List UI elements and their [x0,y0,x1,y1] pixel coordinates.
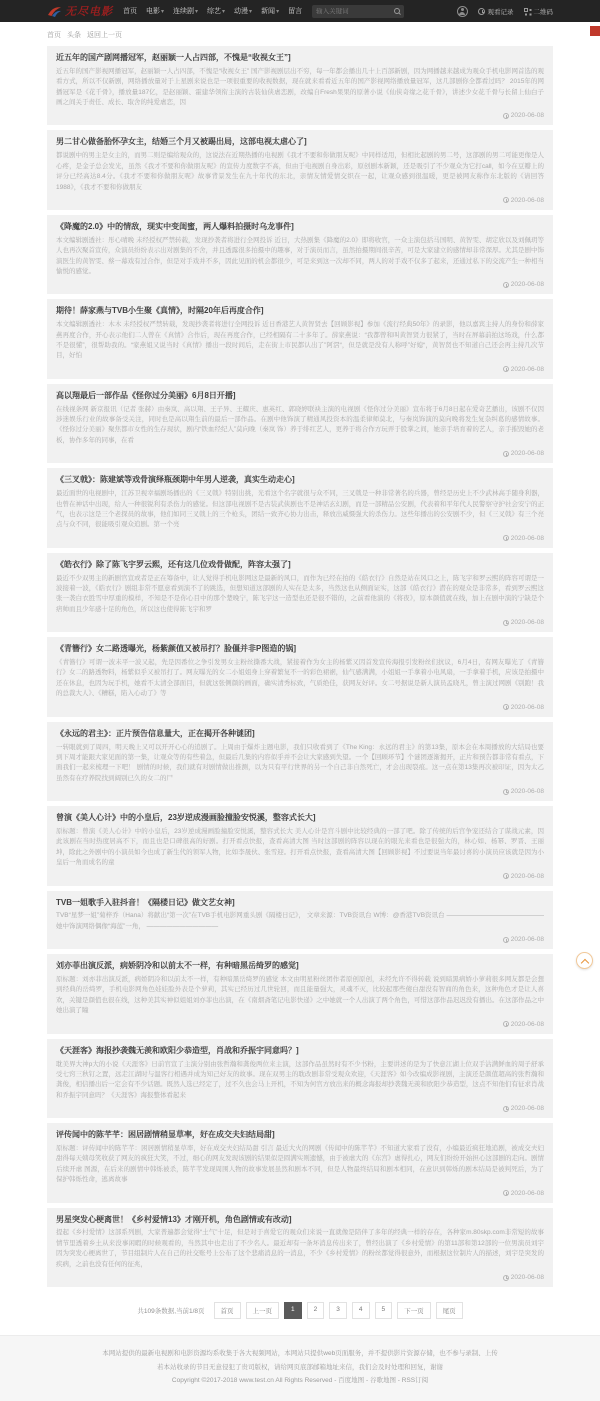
article-date: 2020-06-08 [510,534,544,542]
article-excerpt: 本文编辑剧透社：彤心晴晚 未经授权严禁转载，发现抄袭者将进行全网投诉 近日，大热剧集《降魔的2.0》即将收官，一众主演包括马国明、黄智雯、胡定欣以及刘佩玥等人也再次聚首宣传，众演员纷纷表示出对剧集的不舍，并且透露很多拍摄中的趣事，对于演员而言，虽然拍摄期间很辛苦，可是大家建立的感情却非常深厚。尤其是剧中饰演医生的黄智雯、蔡一幕戏有过合作，但是对手戏并不多，因此见面的机会都很少，可是来到这一次却不同，两人的对手戏不仅多了起来，还通过私下的交流产生一种相当愉悦的感觉。 [56,236,544,275]
footer [0,1335,600,1401]
article-excerpt: TVB“星梦一姐”菊梓乔（Hana）将献出“第一次”在TVB手机电影网重头剧《隔楼日记》， 文章来源：TVB资讯台 W博：@香港TVB资讯台 ——————————————— 她中饰演网络偶像“海蓝”一角， ——————————— [56,912,544,930]
article-date: 2020-06-08 [510,1020,544,1028]
clock-icon [503,620,509,626]
article-card [47,1208,553,1287]
article-date-row [56,277,544,290]
article-date: 2020-06-08 [510,365,544,373]
nav-item[interactable]: 动漫▾ [234,8,253,15]
article-card [47,1039,553,1118]
search-input[interactable] [316,8,394,15]
article-title-link[interactable]: 《降魔的2.0》中的情敌，现实中变闺蜜，两人爆料拍摄时乌龙事件] [56,221,294,231]
article-excerpt: 原标题：曾演《美人心计》中的小皇后，23岁逆成漫画脸撞脸安悦溪，整容式长大 美人心计是宫斗剧中比较经典的一部了吧。除了传统的后宫争宠还结合了谋战元素，因此该剧在当时热度居高不下，而且也是口碑很高的好剧。打开看点快报，查看高清大图 当时这部剧的阵容以现在的眼光来看也是很强大的，林心如、杨幂、罗晋、王丽坤，除此之外剧中的小演员如今也成了新生代的领军人物，比如李晟伙、张雪迎。打开看点快报，查看高清大图【回顾影视】不过要说当年最讨喜的小演员应该就是因为小皇后一角而成名的童 [56,827,544,867]
main-nav [123,6,302,16]
article-date-row [56,615,544,628]
watch-history-link[interactable]: 观看记录 [478,7,514,16]
chevron-down-icon: ▾ [249,9,253,15]
page-button[interactable]: 上一页 [246,1302,280,1319]
page-button[interactable]: 下一页 [397,1302,431,1319]
article-title-link[interactable]: 男二甘心做备胎怀孕女主，结婚三个月又被踢出局，这部电视太虐心了] [56,137,307,147]
article-excerpt: 原标题：刘亦菲出演反派，病娇阴冷和以前太不一样，有种暗黑岳绮罗的感觉 本文由明星粉丝团作者原创原创，未经允许不得转载 说到暗黑病娇小萝莉很多网友都是会想到经典的岳绮罗，手机电影网角色娃娃脸外表是个萝莉，其实已经历过几世轮回，而且能量强大，灵魂不灭，比较起那些傻白甜没有智商的角色来，这种角色才是让人喜欢，关键是颜值也很在线，这种美其实神似姐姐刘亦菲也出演，在《南烟斋笔记电影快递》之中她就一个人出演了两个角色，可惜这部作品迟迟没有播出。在这部作品之中她出演了瞳 [56,976,544,1015]
article-title-link[interactable]: 刘亦菲出演反派，病娇阴冷和以前太不一样，有种暗黑岳绮罗的感觉] [56,961,299,971]
article-date-row [56,784,544,797]
article-title-link[interactable]: 《三叉戟》：陈建斌等戏骨演绎瓶颈期中年男人逆袭，真实生动走心] [56,475,295,485]
nav-item[interactable]: 留言 [288,8,303,15]
clock-icon [503,113,509,119]
footer-copyright: Copyright ©2017-2018 www.test.cn All Rights Reserved - 百度地图 - 谷歌地图 - RSS订阅 [171,1377,429,1385]
article-date-row [56,193,544,206]
article-date: 2020-06-08 [510,703,544,711]
nav-item[interactable]: 连续剧▾ [173,8,199,15]
article-date: 2020-06-08 [510,872,544,880]
article-excerpt: 原标题：评传闻中的陈芊芊：困居剧情稍显草率，好在成交夫妇结局甜 引言 最近大火的网剧《传闻中的陈芊芊》不知道大家看了没有，小编最近疯狂地追剧，被成交夫妇甜得每天姨母笑收获了网友的疯狂大笑，不过，细心的网友发现该剧的结果似是圆满实则遗憾，由于被虐大的《东宫》虐得扎心，网友们纷纷开始担心这部剧的走向。剧情后续开虐 图源，在后来的剧情中韩烁被杀，陈芊芊发现周围人物的故事发展虽然和剧本不同，但是人物最终结局和剧本相同，在意识到韩烁的剧本结局是被判死后，为了保护韩烁性命，逃离故事 [56,1145,544,1184]
nav-item[interactable]: 首页 [123,8,137,15]
article-excerpt: 最近面世的电视剧中，江苏卫视幸福剧场播出的《三叉戟》特别出挑，光看这个名字就很与众不同，三叉戟是一种非常著名的兵器，曾经是历史上不少武林高手随身利器，也曾在神话中出现，给人一种很锐利有杀伤力的感觉。但这部电视剧不是古装武侠剧也不是神话玄幻剧，而是一部精品公安剧，代表着和平年代人民警察守护社会安宁的正气，也表示这是三个老探员的故事，他们如同三叉戟上的三个枪头，团结一致齐心协力出击，释放出威慑强大的杀伤力。这些年播出的公安剧不少，但《三叉戟》有三个亮点与众不同，很能吸引观众追剧。第一个亮 [56,490,544,529]
clock-icon [503,1021,509,1027]
clock-icon [503,366,509,372]
history-clock-icon [478,8,485,15]
chevron-down-icon: ▾ [222,9,226,15]
article-card [47,891,553,950]
breadcrumb-link[interactable]: 返回上一页 [87,32,122,39]
article-excerpt: 最近不少双男主的新剧官宣或者是正在筹备中，让人觉得手机电影网这是最新的风口，而作为已经在拍的《皓衣行》自然是站在风口之上，陈飞宇和罗云熙的阵容可谓是一波接着一波，《皓衣行》剧组非常不愿意看到演不了的跳选，但想知道这部剧的人实在是太多，当然这也从侧面证实，这部《皓衣行》潜在的观众是非常多，看到罗云熙这张一袭白衣胜雪中厚重的模样，不知是不是你心目中的那个楚晚宁，陈飞宇这一造型也还是很不错的，之前看他演的《将夜》，原本颜值就在线，加上在剧中演的宁缺是个痞帅而且少年感十足的角色，所以这也使得陈飞宇和罗 [56,574,544,613]
top-navigation-bar [0,0,600,22]
article-excerpt: 在线视条网 新京报讯（记者 张赫）由秦岚、高以翔、王子异、王耀庆、惠英红、郭晓婷联袂主演的电视剧《怪你过分美丽》宣布将于6月8日起在爱奇艺播出，该剧不仅因涉迷娱乐行业的故事备受关注，同时也是高以翔生前的最后一部作品。在剧中他饰演了精通风投资本的温柔律师莫北，与秦岚饰演的莫向晚将发生复杂纠葛的感情故事。《怪你过分美丽》聚焦都市女性的生存现状，剧内“铁血经纪人”莫向晚（秦岚 饰）养于绯红艺人，更养于将合作方玩弄于股掌之间，她亲手培育着的艺人，亲手摧毁她的老板，协作多年的同事，在看 [56,405,544,444]
article-date: 2020-06-08 [510,1105,544,1113]
pagination-buttons [214,1302,463,1319]
article-date: 2020-06-08 [510,450,544,458]
article-card [47,954,553,1033]
chevron-down-icon: ▾ [276,9,280,15]
clock-icon [503,704,509,710]
article-date-row [56,531,544,544]
article-excerpt: 本文编辑剧透社：木木 未经授权严禁转载，发现抄袭者将进行全网投诉 近日香港艺人黄智贤去【回顾影视】参加《流行经典50年》的录影，他以嘉宾主持人的身份和薛家燕再度合作，开心表示他们二人曾在《真情》合作后，现在再度合作，已经相隔有二十多年了。薛家燕说：“我都曾和叫黄智贤力很紧了，当时在屏幕前拍这场戏，什么都不是很懂”，很帮助我的。“家燕姐又说当时《真情》播出一段时间后，走在街上市民都认出了”阿滘“，但是就是没有人称呼”好媳“，黄智贤也不知道自己还会再主持几次节目，好怕 [56,321,544,360]
article-date-row [56,1186,544,1199]
article-card [47,722,553,801]
nav-item[interactable]: 新闻▾ [261,8,280,15]
clock-icon [503,282,509,288]
page-button[interactable]: 4 [352,1302,370,1319]
article-date-row [56,1101,544,1114]
article-date: 2020-06-08 [510,112,544,120]
article-card [47,637,553,716]
article-excerpt: 一转眼就到了周四，明天晚上又可以开开心心的追剧了。上周由于爆炸主题电影，我们只收看到了《The King：永远的君主》的第13集，原本会在本周播放的大结局也要到下周才能跟大家见面的第一集，让观众等的有些着急，但最后几集的内容似乎并不会让大家感到失望。一个【回顾环节】个谜团逐渐揭开，正片和预告都非常有看点，下面我们一起来梳理一下吧！ 剧情的时候，我们就有对剧情做出推测，以为只有平行世界的另一个自己非自然死亡，才会出现裂痕。这一点在第13集再次被印证，因为太乙虽然有在疗养院找到阔别已久的女二的尸 [56,743,544,782]
article-title-link[interactable]: 期待！薛家燕与TVB小生聚《真情》，时隔20年后再度合作] [56,306,264,316]
clock-icon [503,1275,509,1281]
article-date-row [56,1017,544,1030]
nav-item[interactable]: 综艺▾ [207,8,226,15]
page-button[interactable]: 5 [375,1302,393,1319]
article-excerpt: 近五年的国产影视网播冠军，赵丽颖一人占四部，不愧是“收视女王” 国产影视剧层出不穷，每一年都会播出几十上百部新剧，因为网播越来越成为观众手机电影网首选的观看方式，所以不仅新剧，网络播放量对于上星剧来说也是一项很重要的收视数据，现在就来看看近五年的国产影视网络播放量冠军，这几部剧你全都看过吗？ 2015年的网播冠军是《花千骨》，播放量187亿，是赵丽颖、霍建华领衔主演的古装仙侠虐恋剧，改编自Fresh果果的原著小说《仙侠奇缘之花千骨》，讲述少女花千骨与长留上仙白子画之间关于责任、成长、取舍的纯爱虐恋，因 [56,67,544,107]
article-date-row [56,932,544,945]
article-title-link[interactable]: 《皓衣行》除了陈飞宇罗云熙，还有这几位戏骨做配，阵容太强了] [56,559,291,569]
article-date-row [56,446,544,459]
clock-icon [503,197,509,203]
article-title-link[interactable]: 男星突发心梗离世！《乡村爱情13》才刚开机，角色剧情或有改动] [56,1214,292,1224]
page-button[interactable]: 1 [284,1302,302,1319]
site-logo[interactable] [47,3,113,19]
search-icon[interactable] [394,8,400,14]
article-card [47,468,553,547]
side-badge[interactable] [590,26,600,36]
back-to-top-button[interactable] [576,952,593,969]
clock-icon [503,937,509,943]
article-title-link[interactable]: 《天涯客》海报抄袭魏无羡和欧阳少恭造型，肖战和乔振宇同意吗？] [56,1045,299,1055]
footer-disclaimer-line2: 若本站收录的节目无意侵犯了贵司版权，请给网页底部邮箱地址来信，我们会及时处理和回复，谢谢 [157,1363,443,1371]
article-card [47,1123,553,1202]
clock-icon [503,873,509,879]
search-box [312,5,404,18]
page-button[interactable]: 3 [329,1302,347,1319]
page-button[interactable]: 2 [307,1302,325,1319]
user-icon[interactable] [457,6,468,17]
article-date-row [56,869,544,882]
article-excerpt: 都说剧中的男主是女主的，而男二则是编给观众的，这说法在近期热播的电视剧《我才不要和你做朋友呢》中同样适用，但相比起剧的男二号，这部剧的男二可能更像是人心疼，是金子总会发光，虽然《我才不要和你做朋友呢》的宣传力度数字不高，但由于电视剧自身出彩，原创剧本新颖，还是吸引了不少观众为它打call，如今在豆瓣上的评分已经高达8.4分。《我才不要和你做朋友呢》故事背景发生在九十年代的东北，亲情友情爱情交织在一起，让观众感到很温暖，更是被网友称作东北版的《请回答1988》，《我才不要和你做朋友 [56,152,544,191]
article-card [47,215,553,294]
article-title-link[interactable]: 曾演《美人心计》中的小皇后，23岁逆成漫画脸撞脸安悦溪，整容式长大] [56,813,316,823]
article-card [47,299,553,378]
article-card [47,553,553,632]
qrcode-icon [524,8,531,15]
pagination-summary: 共109条数据,当前1/8页 [137,1308,205,1316]
article-date: 2020-06-08 [510,788,544,796]
qrcode-link[interactable]: 二维码 [524,7,554,16]
article-date-row [56,700,544,713]
article-date: 2020-06-08 [510,1274,544,1282]
article-title-link[interactable]: 近五年的国产剧网播冠军，赵丽颖一人占四部，不愧是“收视女王”] [56,53,291,62]
chevron-down-icon: ▾ [195,9,199,15]
article-date: 2020-06-08 [510,1189,544,1197]
pagination [0,1292,600,1325]
article-date-row [56,1270,544,1283]
breadcrumb [0,22,600,46]
article-title-link[interactable]: 《永远的君主》：正片预告信息量大，正在揭开各种谜团] [56,728,255,738]
breadcrumb-link[interactable]: 首页 [47,32,61,39]
article-date: 2020-06-08 [510,619,544,627]
logo-swoosh-icon [47,5,62,18]
article-date: 2020-06-08 [510,936,544,944]
article-excerpt: 提起《乡村爱情》这部系列剧，大家普遍都会觉得“土气”十足，但是对于喜爱它的观众们来说一直就像是陪伴了多年的经典一样的存在，各种家m.80skp.com非常短的故事情节里透着乡土从来没事闲暇的时候观看的，当然其中也走出了不少名人。最近却有一条坏消息传出来了，曾经出演了《乡村爱情》的第11部和第12部的一位男演员刘宇因为突发心梗离世了，节目组制片人在自己的社交账号上公布了这个悲痛消息的一消息，不少《乡村爱情》的粉丝都觉得很意外，而根据这位制片人的描述，刘宇是突发的疾病，之前也没有任何的征兆， [56,1229,544,1268]
article-list [47,46,553,1287]
article-card [47,46,553,125]
article-date: 2020-06-08 [510,281,544,289]
page-button[interactable]: 首页 [214,1302,241,1319]
chevron-down-icon: ▾ [161,9,165,15]
article-title-link[interactable]: 《青簪行》女二路透曝光，杨紫颜值又被吊打？脸僵并非P图造的锅] [56,644,296,654]
article-date: 2020-06-08 [510,196,544,204]
article-card [47,130,553,209]
site-logo-text: 无尽电影 [65,5,113,18]
article-title-link[interactable]: 评传闻中的陈芊芊：困居剧情稍显草率，好在成交夫妇结局甜] [56,1130,275,1140]
article-title-link[interactable]: TVB一姐歌手入驻抖音！《隔楼日记》做文艺女神] [56,897,235,907]
clock-icon [503,789,509,795]
nav-item[interactable]: 电影▾ [146,8,165,15]
article-date-row [56,362,544,375]
clock-icon [503,451,509,457]
topbar-right [457,6,554,17]
article-card [47,384,553,463]
article-card [47,806,553,885]
clock-icon [503,1190,509,1196]
article-excerpt: 《青簪行》可谓一波未平一波又起，先是因番位之争引发男女主粉丝撕番大战，紧接着作为女主的杨紫又因首发宣传海报引发粉丝们抗议，6月4日，有网友曝光了《青簪行》女二的路透物料，杨紫似乎又被吊打了。网友曝光的女二小姐姐身上穿着繁复不一的彩色裙裾，仙气感满满，小姐姐一手拿着小电风扇，一手拿着手机，应该是拍摄中还在休息，也因为玩手机，她看不太清全部面目，但就这张侧颜的画面，确实清秀标致，气质绝佳，获网友好评。女二号据说是新人演员孟晓凡，曾主演过网剧《别跑！我的总裁大人》、《糟糕，陷入心动了》等 [56,659,544,698]
article-title-link[interactable]: 高以翔最后一部作品《怪你过分美丽》6月8日开播] [56,390,236,400]
article-date-row [56,108,544,121]
clock-icon [503,535,509,541]
article-excerpt: 耽美界大神p大的小说《天涯客》日前官宣了主演分别由张哲瀚和龚俊两位来主演，这部作品虽然时有不少书粉，主要讲述的是为了快意江湖上位双手沾满鲜血的周子舒承受七窍三秋钉之置，远走江湖时与温客行相遇并成为知己好友的故事。现在双男主的耽改剧非常受观众欢迎，《天涯客》如今改编成影视剧，主演还是颜值超高的张哲瀚和龚俊，相信播出后一定会有不少话题。既然人选已经定了，过不久也会马上开机，不知为何官方放出来的概念海报却抄袭魏无羡和欧阳少恭造型，这点不知他们有征求肖战和乔振宇同意吗？《天涯客》海报整体看起来 [56,1060,544,1099]
breadcrumb-link[interactable]: 头条 [67,32,81,39]
clock-icon [503,1106,509,1112]
page-button[interactable]: 尾页 [436,1302,463,1319]
footer-disclaimer-line1: 本网站提供的最新电视剧和电影资源均系收集于各大视频网站，本网站只提供web页面服务，并不提供影片资源存储，也不参与录制、上传 [102,1350,498,1358]
